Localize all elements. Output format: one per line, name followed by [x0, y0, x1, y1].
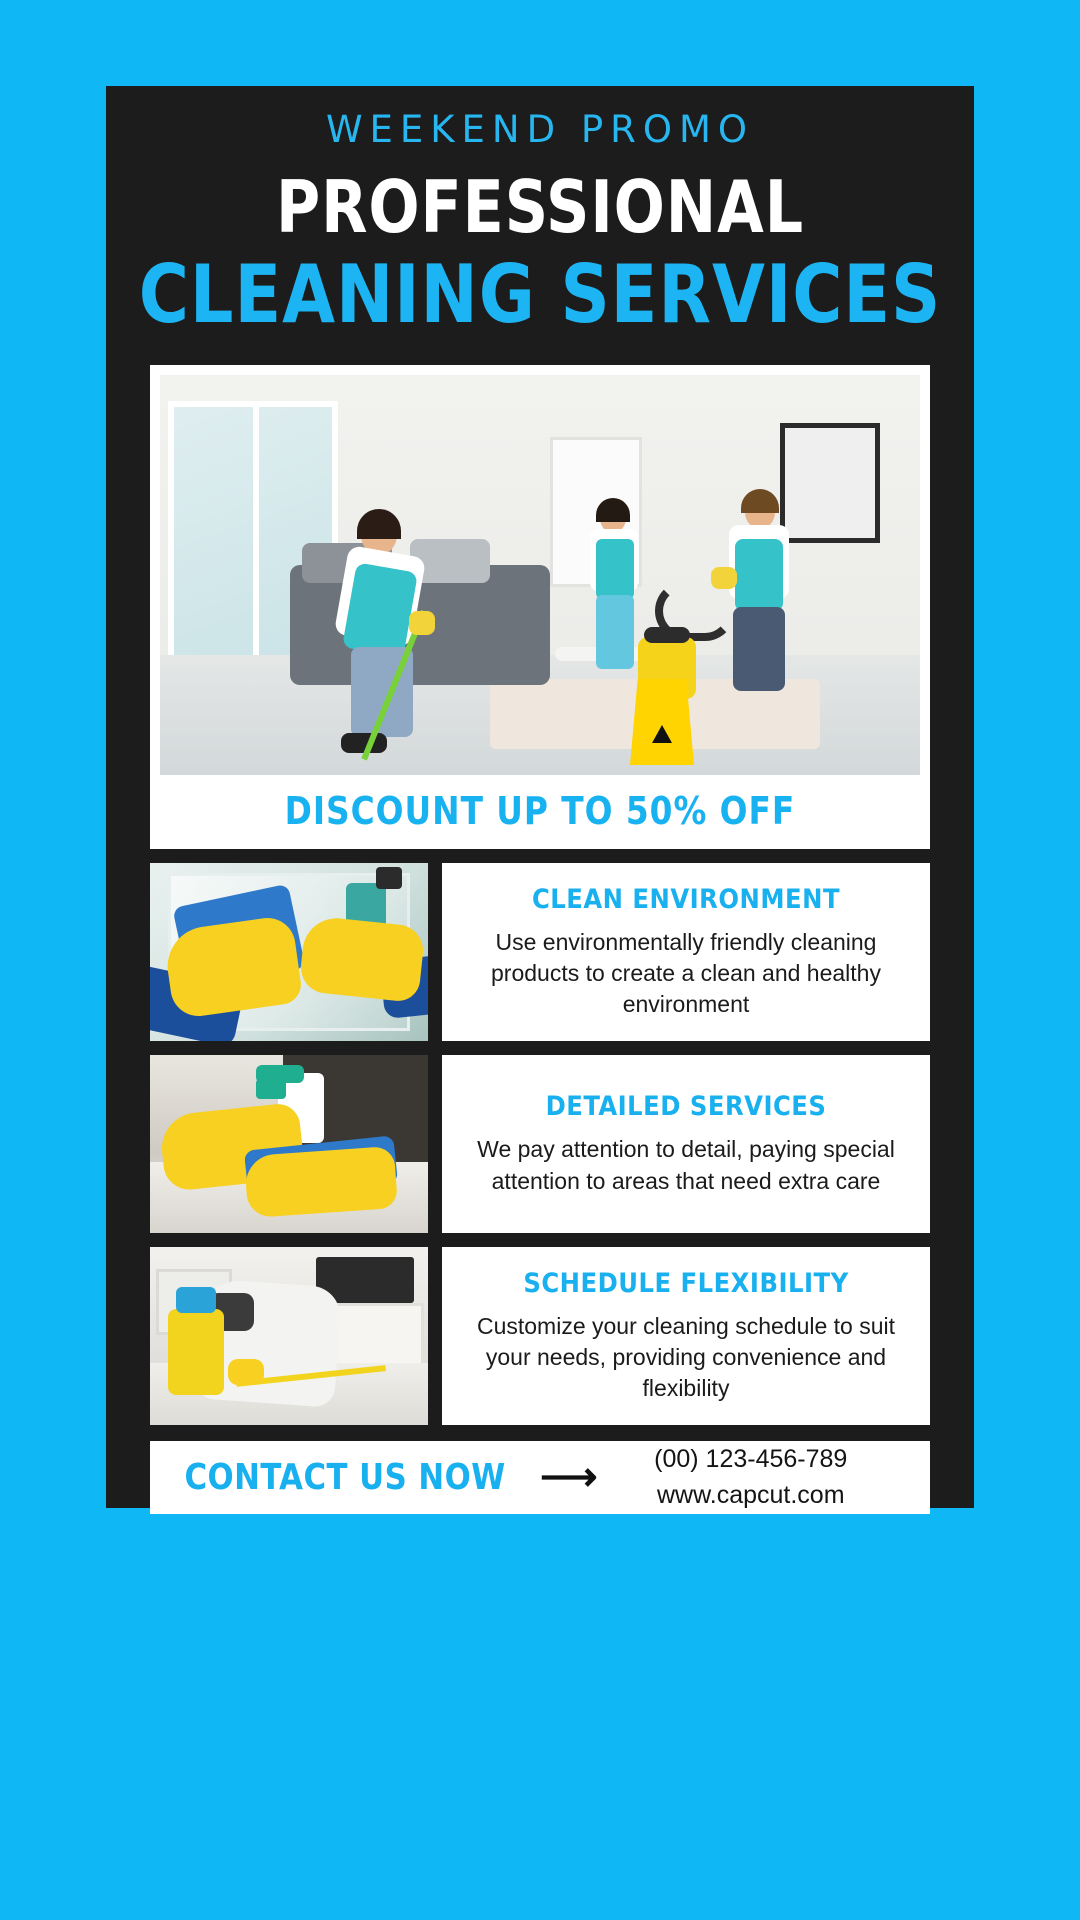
feature-title: CLEAN ENVIRONMENT [531, 883, 841, 915]
feature-title: DETAILED SERVICES [545, 1091, 827, 1123]
feature-body: We pay attention to detail, paying special attention to areas that need extra care [477, 1136, 895, 1194]
feature-title: SCHEDULE FLEXIBILITY [523, 1267, 849, 1299]
feature-body: Use environmentally friendly cleaning products to create a clean and healthy environment [491, 928, 881, 1018]
feature-image-clean-environment [150, 863, 428, 1041]
feature-text-detailed-services [442, 1055, 930, 1233]
discount-banner: DISCOUNT UP TO 50% OFF [284, 789, 796, 833]
feature-row [150, 863, 930, 1041]
arrow-right-icon: ⟶ [540, 1455, 598, 1500]
contact-bar[interactable] [150, 1441, 930, 1514]
promo-kicker: WEEKEND PROMO [325, 108, 755, 151]
feature-body: Customize your cleaning schedule to suit your needs, providing convenience and flexibility [476, 1312, 896, 1402]
feature-row [150, 1055, 930, 1233]
promo-poster [106, 86, 974, 1508]
hero-card [150, 365, 930, 849]
poster-title-line2: CLEANING SERVICES [138, 248, 942, 341]
feature-text-clean-environment [442, 863, 930, 1041]
features-list [150, 863, 930, 1425]
contact-website[interactable]: www.capcut.com [656, 1481, 845, 1510]
contact-phone[interactable]: (00) 123-456-789 [654, 1445, 848, 1473]
feature-text-schedule-flexibility [442, 1247, 930, 1425]
poster-title-line1: PROFESSIONAL [275, 165, 805, 249]
contact-cta-label[interactable]: CONTACT US NOW [184, 1456, 506, 1498]
contact-details [598, 1441, 905, 1514]
feature-image-detailed-services [150, 1055, 428, 1233]
feature-row [150, 1247, 930, 1425]
poster-header [106, 86, 974, 345]
hero-image [160, 375, 920, 775]
feature-image-schedule-flexibility [150, 1247, 428, 1425]
